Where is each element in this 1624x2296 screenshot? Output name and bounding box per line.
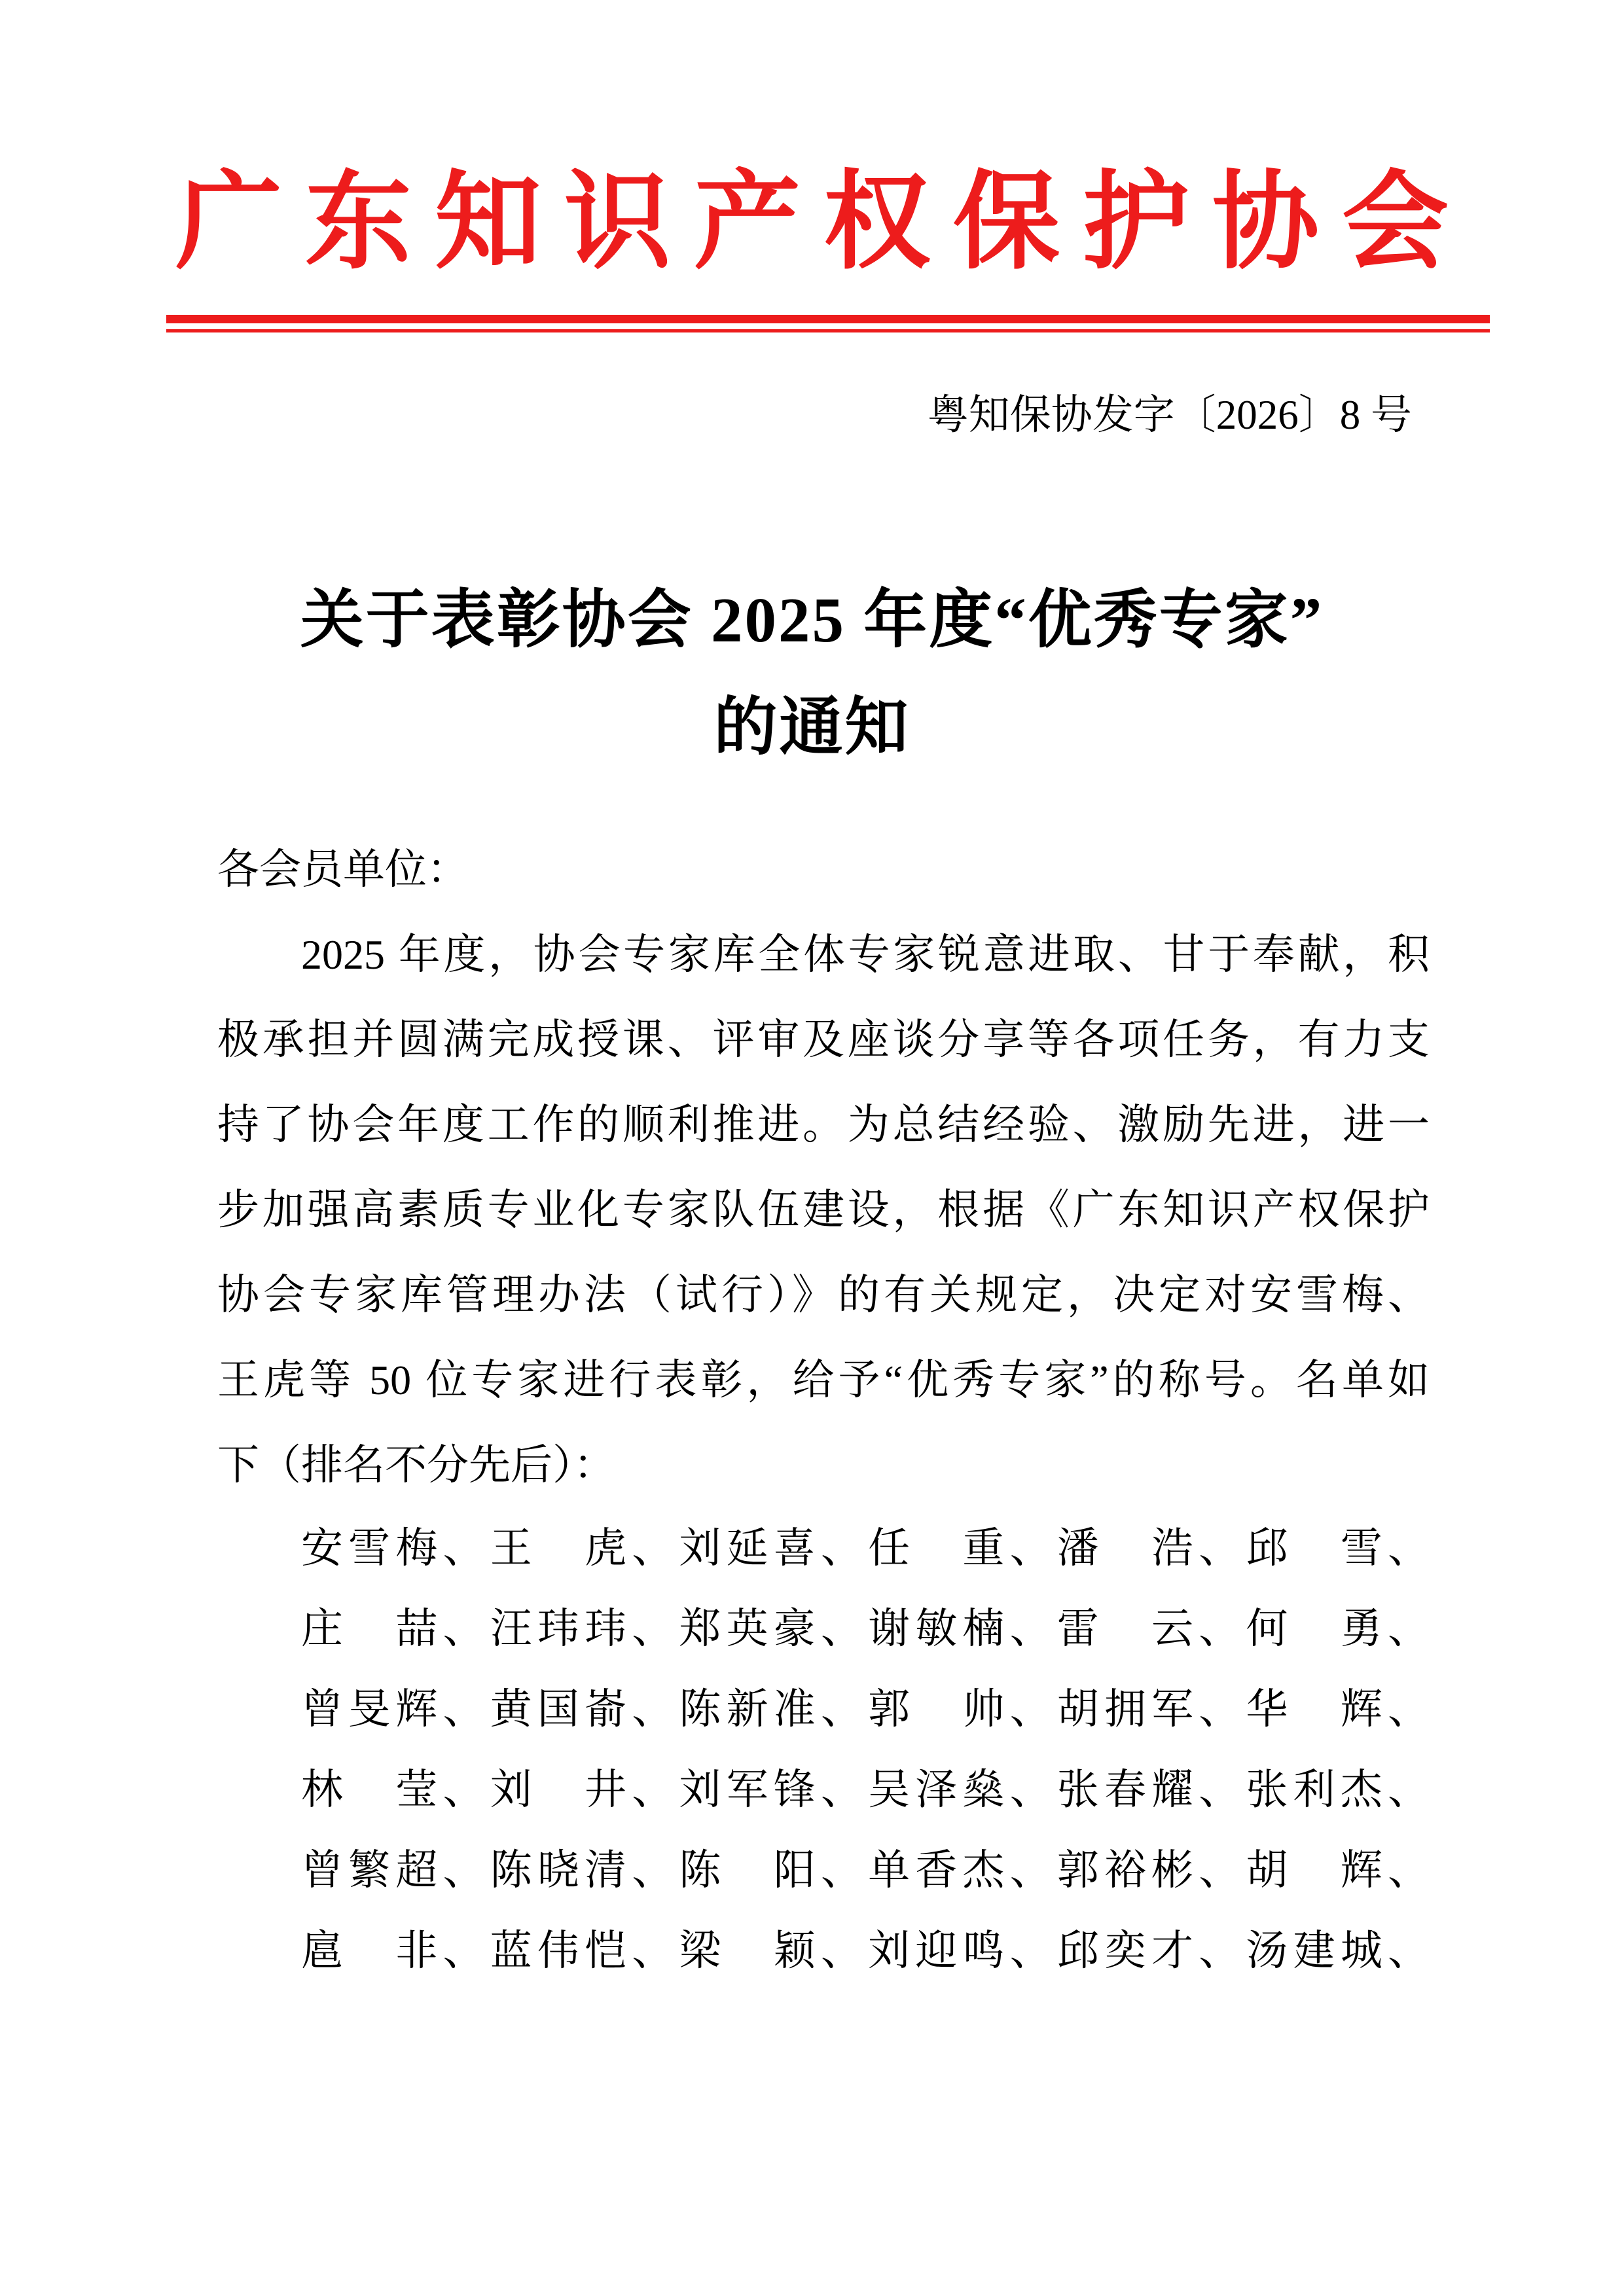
letterhead-rule-thin [166,329,1490,332]
paragraph-line: 步加强高素质专业化专家队伍建设，根据《广东知识产权保护 [217,1187,1430,1233]
notice-title-line2: 的通知 [713,692,911,762]
letterhead-rule-thick [166,315,1490,323]
paragraph-line: 极承担并圆满完成授课、评审及座谈分享等各项任务，有力支 [217,1016,1430,1063]
notice-title-line1: 关于表彰协会 2025 年度“优秀专家” [300,585,1324,655]
notice-body [217,827,1430,1991]
paragraph-line: 2025 年度，协会专家库全体专家锐意进取、甘于奉献，积 [301,931,1430,978]
awardee-names-line: 曾旻辉、黄国嵛、陈新准、郭 帅、胡拥军、华 辉、 [301,1686,1430,1732]
paragraph-line: 协会专家库管理办法（试行）》的有关规定，决定对安雪梅、 [217,1272,1430,1318]
awardee-names-line: 庄 喆、汪玮玮、郑英豪、谢敏楠、雷 云、何 勇、 [301,1605,1430,1652]
letterhead-org-name: 广东知识产权保护协会 [175,164,1471,282]
awardee-names-line: 安雪梅、王 虎、刘延喜、任 重、潘 浩、邱 雪、 [301,1525,1430,1571]
salutation-line: 各会员单位： [217,846,469,893]
paragraph-line: 王虎等 50 位专家进行表彰，给予“优秀专家”的称号。名单如 [217,1357,1430,1403]
awardee-names-line: 曾繁超、陈晓清、陈 阳、单香杰、郭裕彬、胡 辉、 [301,1847,1430,1893]
paragraph-line: 下（排名不分先后）： [217,1442,615,1488]
doc-reference-number: 粤知保协发字〔2026〕8 号 [927,392,1412,438]
awardee-names-line: 林 莹、刘 井、刘军锋、吴泽燊、张春耀、张利杰、 [301,1767,1430,1813]
paragraph-line: 持了协会年度工作的顺利推进。为总结经验、激励先进，进一 [217,1102,1430,1148]
awardee-names-line: 扈 非、蓝伟恺、梁 颖、刘迎鸣、邱奕才、汤建城、 [301,1928,1430,1974]
notice-title [0,567,1624,781]
